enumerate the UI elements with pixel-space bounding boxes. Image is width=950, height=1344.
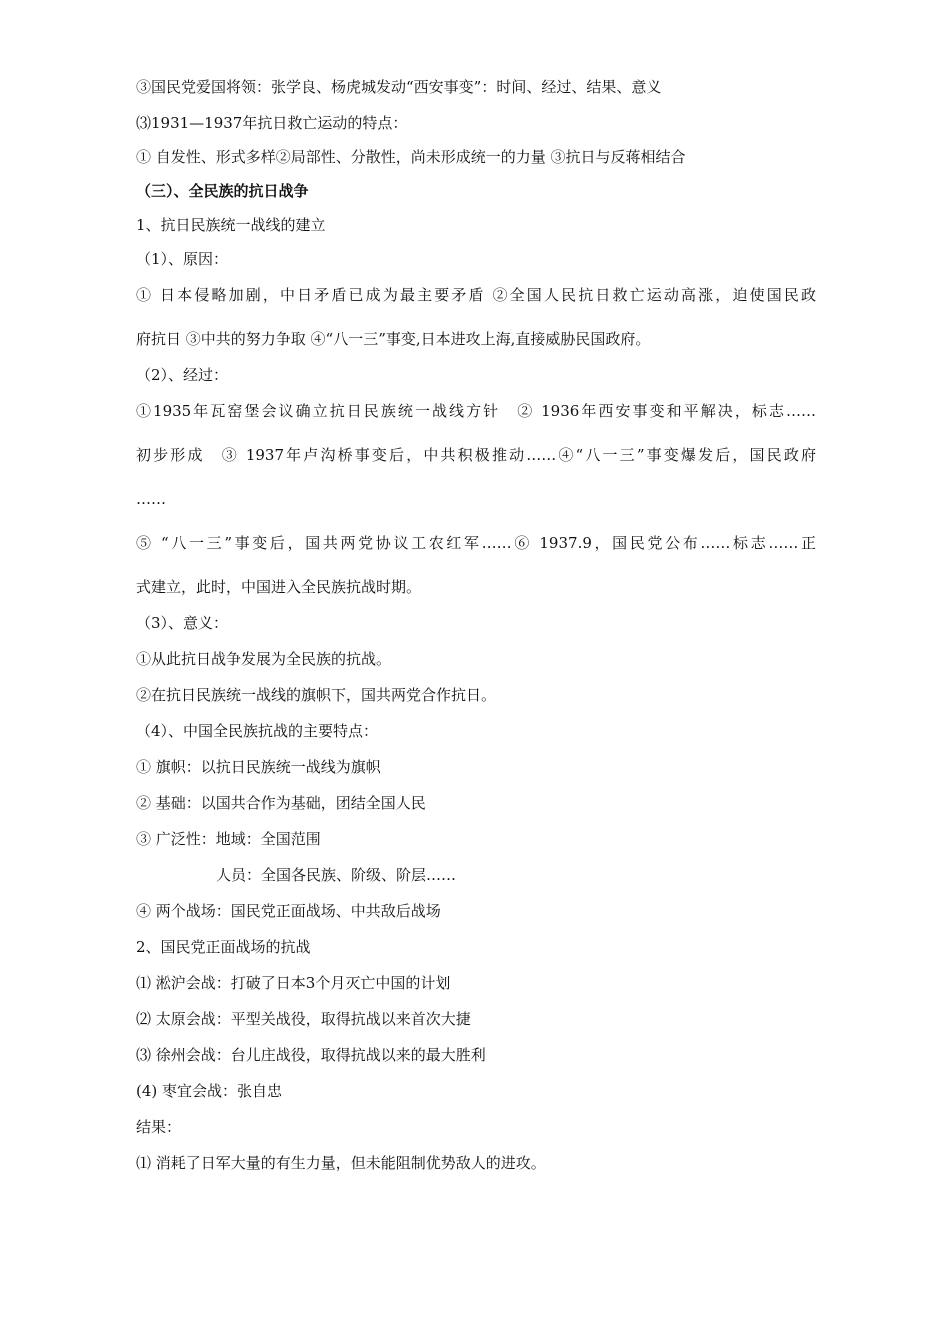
text-line: 式建立，此时，中国进入全民族抗战时期。	[136, 578, 422, 596]
item-heading: （1）、原因：	[136, 250, 229, 268]
item-heading: （3）、意义：	[136, 614, 229, 632]
item-heading: 结果：	[136, 1118, 182, 1136]
subsection-heading: 1、抗日民族统一战线的建立	[136, 216, 326, 234]
text-line: ⑵ 太原会战：平型关战役，取得抗战以来首次大捷	[136, 1010, 471, 1028]
text-line: ⑴ 消耗了日军大量的有生力量，但未能阻制优势敌人的进攻。	[136, 1154, 546, 1172]
text-line: ④ 两个战场：国民党正面战场、中共敌后战场	[136, 902, 441, 920]
text-line: ⑶1931—1937年抗日救亡运动的特点：	[136, 114, 408, 132]
text-line: 初步形成 ③ 1937年卢沟桥事变后，中共积极推动……④“八一三”事变爆发后，国民政府	[136, 446, 816, 464]
text-line: ① 自发性、形式多样②局部性、分散性，尚未形成统一的力量 ③抗日与反蒋相结合	[136, 148, 686, 166]
subsection-heading: 2、国民党正面战场的抗战	[136, 938, 311, 956]
text-line: ……	[136, 490, 166, 508]
text-line: ①1935年瓦窑堡会议确立抗日民族统一战线方针 ② 1936年西安事变和平解决，标志……	[136, 402, 816, 420]
text-line: 府抗日 ③中共的努力争取 ④“八一三”事变,日本进攻上海,直接威胁民国政府。	[136, 330, 651, 348]
item-heading: （4）、中国全民族抗战的主要特点：	[136, 722, 379, 740]
document-page	[136, 76, 816, 1188]
text-line: ③国民党爱国将领：张学良、杨虎城发动“西安事变”：时间、经过、结果、意义	[136, 78, 662, 96]
text-line: ③ 广泛性：地域：全国范围	[136, 830, 321, 848]
item-heading: （2）、经过：	[136, 366, 229, 384]
text-line: ①从此抗日战争发展为全民族的抗战。	[136, 650, 392, 668]
text-line: ⑶ 徐州会战：台儿庄战役，取得抗战以来的最大胜利	[136, 1046, 486, 1064]
text-line: ②在抗日民族统一战线的旗帜下，国共两党合作抗日。	[136, 686, 497, 704]
text-line: ① 日本侵略加剧，中日矛盾已成为最主要矛盾 ②全国人民抗日救亡运动高涨，迫使国民政	[136, 286, 816, 304]
text-line: 人员：全国各民族、阶级、阶层……	[216, 866, 457, 884]
text-line: ② 基础：以国共合作为基础，团结全国人民	[136, 794, 426, 812]
text-line: ① 旗帜：以抗日民族统一战线为旗帜	[136, 758, 381, 776]
text-line: (4) 枣宜会战：张自忠	[136, 1082, 283, 1100]
text-line: ⑤ “八一三”事变后，国共两党协议工农红军……⑥ 1937.9，国民党公布……标志……正	[136, 534, 816, 552]
text-line: ⑴ 淞沪会战：打破了日本3个月灭亡中国的计划	[136, 974, 451, 992]
section-heading: （三）、全民族的抗日战争	[136, 182, 309, 200]
